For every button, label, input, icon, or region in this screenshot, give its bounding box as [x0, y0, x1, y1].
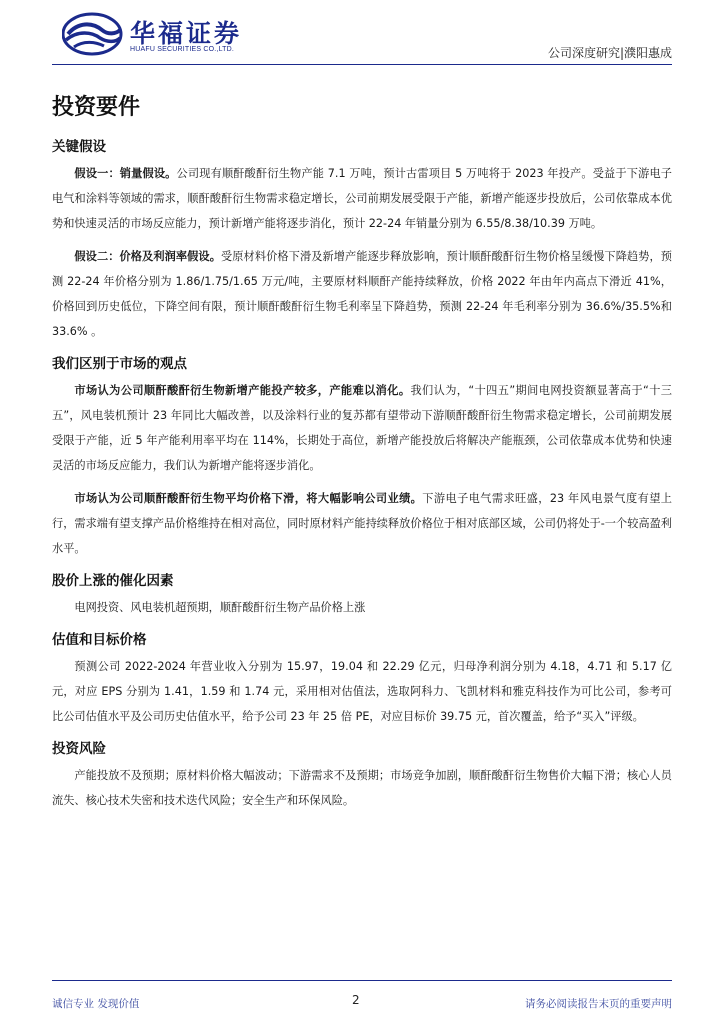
footer-disclaimer: 请务必阅读报告末页的重要声明	[525, 998, 672, 1010]
catalysts-text: 电网投资、风电装机超预期，顺酐酸酐衍生物产品价格上涨	[74, 601, 366, 614]
page-header	[0, 0, 724, 70]
section-heading-risks: 投资风险	[52, 741, 106, 757]
report-body	[52, 90, 672, 821]
section-heading-assumptions: 关键假设	[52, 139, 106, 155]
assumption-1-text: 公司现有顺酐酸酐衍生物产能 7.1 万吨，预计古雷项目 5 万吨将于 2023 年投产。受益于下游电子电气和涂料等领域的需求，顺酐酸酐衍生物需求稳定增长，公司前期发展受限于产能，新增产能逐步投放后，公司依靠成本优势和快速灵活的市场反应能力，预计新增产能将逐步消化，预计 22-24 年销量分别为 6.55/8.38/10.39 万吨。	[52, 167, 672, 230]
report-type: 公司深度研究|濮阳惠成	[547, 46, 672, 60]
section-heading-views: 我们区别于市场的观点	[52, 356, 187, 372]
footer-slogan: 诚信专业 发现价值	[52, 998, 140, 1010]
header-divider	[52, 64, 672, 65]
company-logo	[62, 12, 262, 58]
assumption-1-lead: 假设一：销量假设。	[74, 167, 177, 180]
section-heading-catalysts: 股价上涨的催化因素	[52, 573, 174, 589]
footer-divider	[52, 980, 672, 981]
huafu-logo-icon	[62, 12, 124, 56]
page-number: 2	[352, 993, 360, 1007]
logo-english-name: HUAFU SECURITIES CO.,LTD.	[130, 46, 235, 53]
assumption-1-paragraph	[52, 161, 672, 236]
view-2-lead: 市场认为公司顺酐酸酐衍生物平均价格下滑，将大幅影响公司业绩。	[74, 492, 423, 505]
assumption-2-paragraph	[52, 244, 672, 344]
view-1-text: 我们认为，“十四五”期间电网投资额显著高于“十三五”，风电装机预计 23 年同比大幅改善，以及涂料行业的复苏都有望带动下游顺酐酸酐衍生物需求稳定增长，公司前期发展受限于产能，近 5 年产能利用率平均在 114%，长期处于高位，新增产能投放后将解决产能瓶颈，公司依靠成本优势和快速灵活的市场反应能力，我们认为新增产能将逐步消化。	[52, 384, 672, 472]
page-title: 投资要件	[52, 95, 141, 120]
assumption-2-text: 受原材料价格下滑及新增产能逐步释放影响，预计顺酐酸酐衍生物价格呈缓慢下降趋势，预测 22-24 年价格分别为 1.86/1.75/1.65 万元/吨，主要原材料顺酐产能持续释放，价格 2022 年由年内高点下滑近 41%，价格回到历史低位，下降空间有限，预计顺酐酸酐衍生物毛利率呈下降趋势，预测 22-24 年毛利率分别为 36.6%/35.5%和 33.6% 。	[52, 250, 672, 338]
view-1-paragraph	[52, 378, 672, 478]
view-1-lead: 市场认为公司顺酐酸酐衍生物新增产能投产较多，产能难以消化。	[74, 384, 411, 397]
assumption-2-lead: 假设二：价格及利润率假设。	[74, 250, 221, 263]
view-2-text: 下游电子电气需求旺盛，23 年风电景气度有望上行，需求端有望支撑产品价格维持在相对高位，同时原材料产能持续释放价格位于相对底部区域，公司仍将处于-一个较高盈利水平。	[52, 492, 672, 555]
section-heading-valuation: 估值和目标价格	[52, 632, 147, 648]
risks-text: 产能投放不及预期；原材料价格大幅波动；下游需求不及预期；市场竞争加剧，顺酐酸酐衍生物售价大幅下滑；核心人员流失、核心技术失密和技术迭代风险；安全生产和环保风险。	[52, 769, 672, 807]
view-2-paragraph	[52, 486, 672, 561]
valuation-text: 预测公司 2022-2024 年营业收入分别为 15.97，19.04 和 22.29 亿元，归母净利润分别为 4.18，4.71 和 5.17 亿元，对应 EPS 分别为 1.41，1.59 和 1.74 元，采用相对估值法，选取阿科力、飞凯材料和雅克科技作为可比公司，参考可比公司估值水平及公司历史估值水平，给予公司 23 年 25 倍 PE，对应目标价 39.75 元，首次覆盖，给予“买入”评级。	[52, 660, 672, 723]
logo-chinese-name: 华福证券	[130, 19, 243, 48]
